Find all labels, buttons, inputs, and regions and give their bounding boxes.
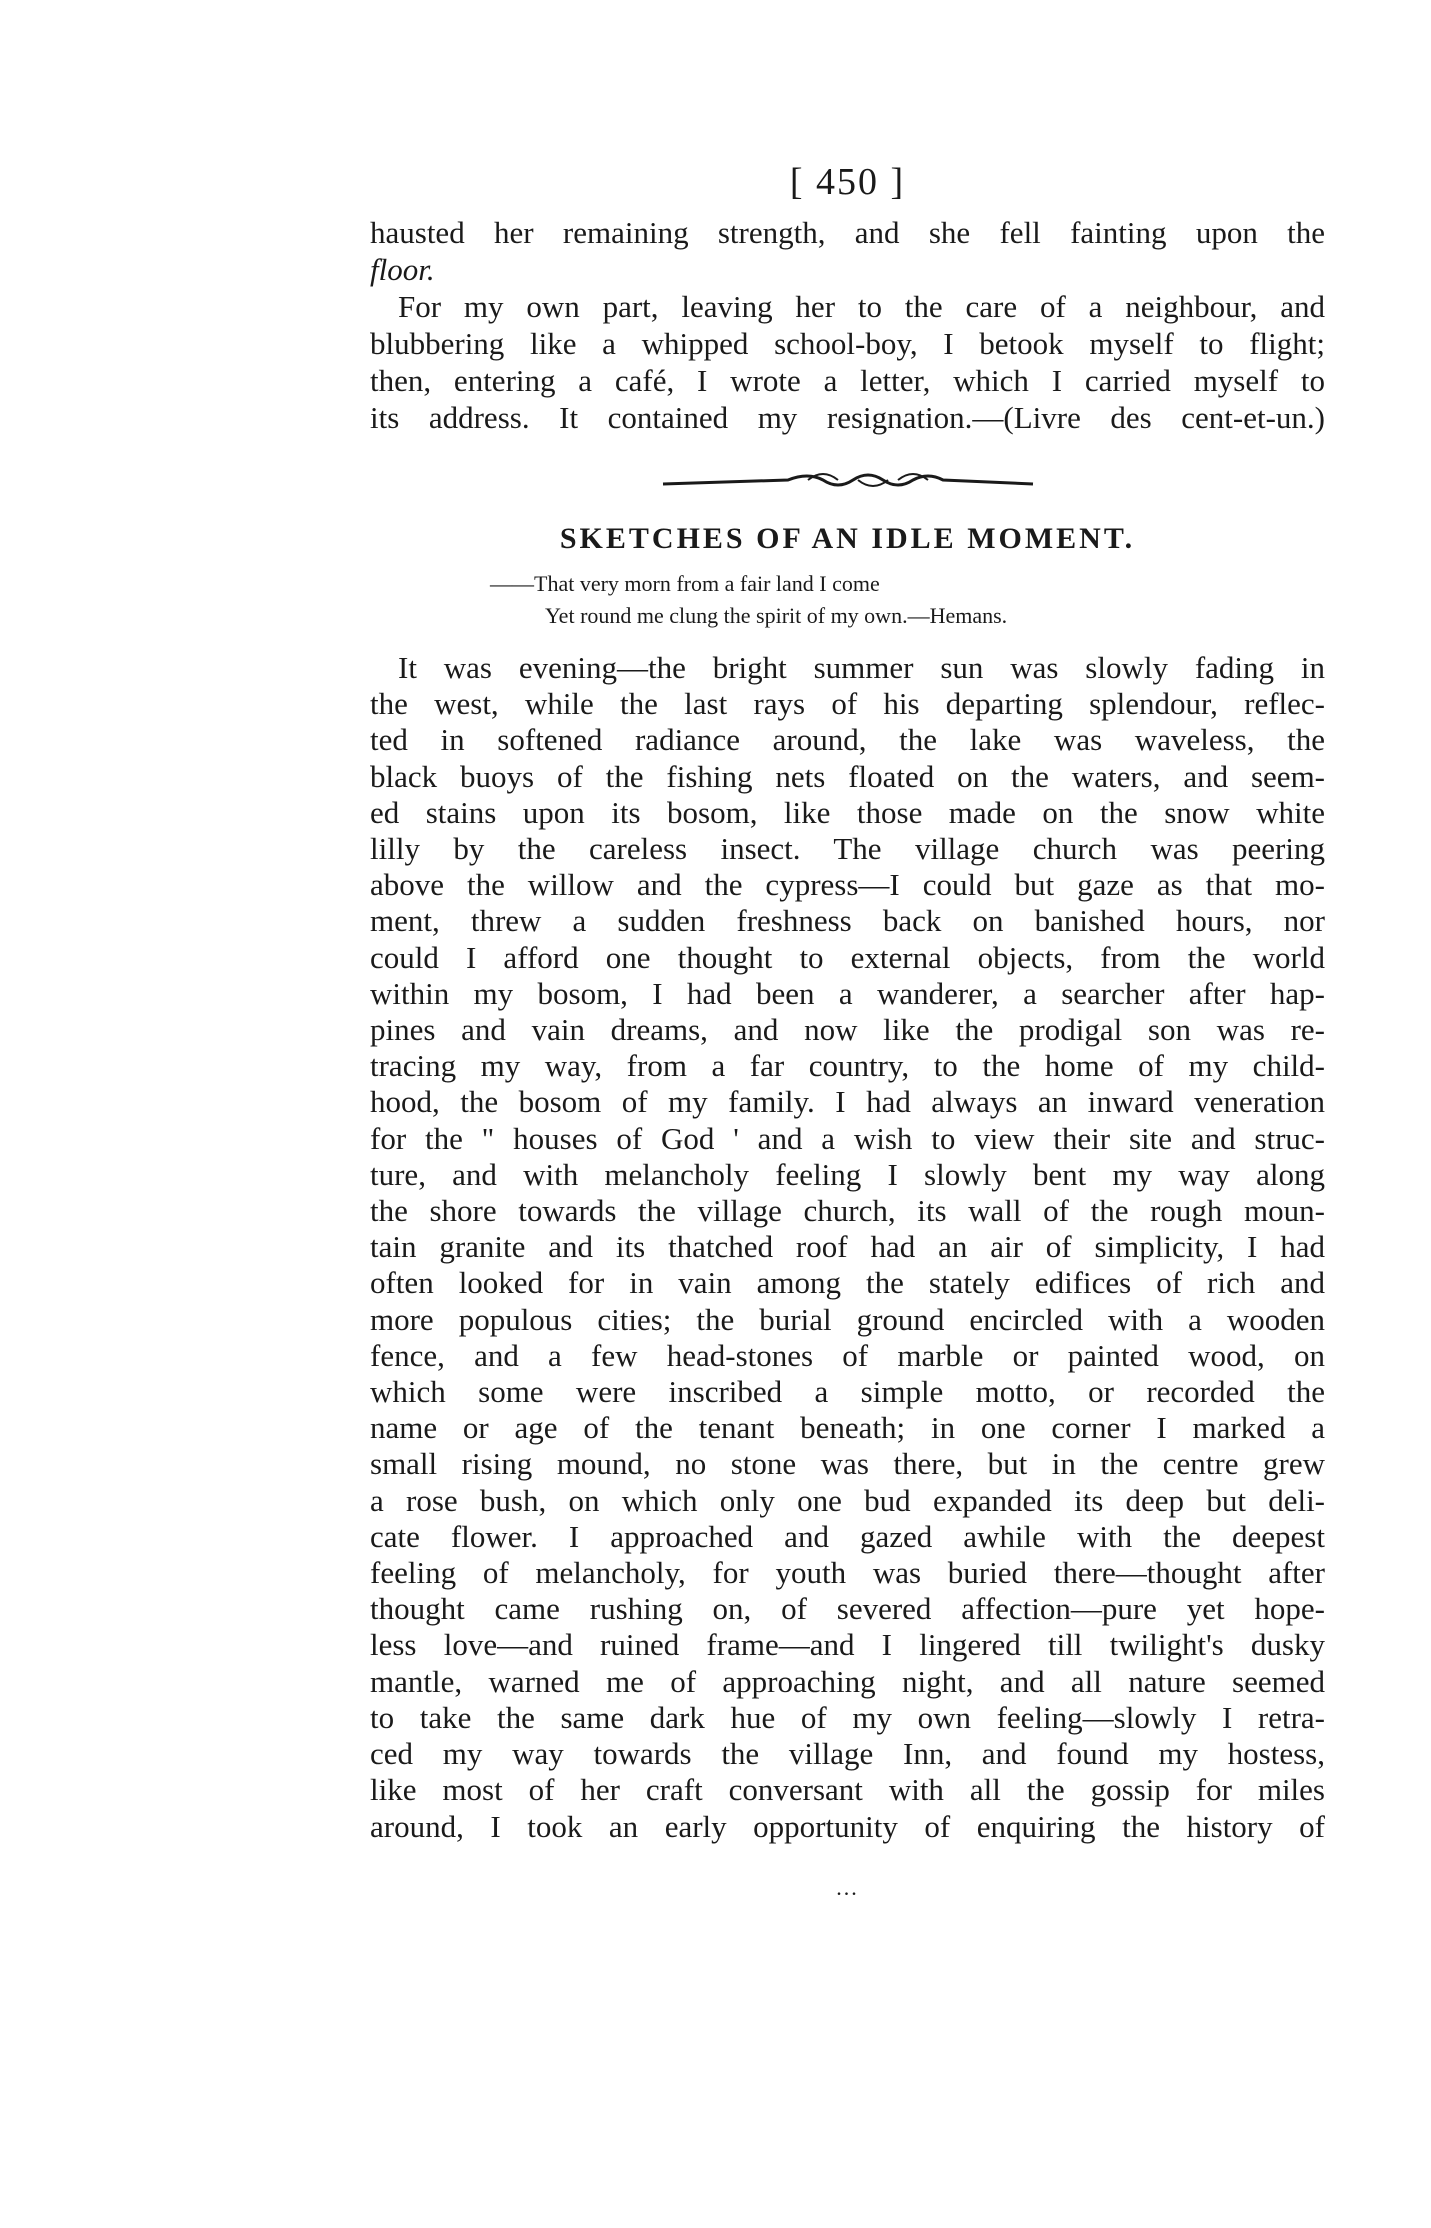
text-line: name or age of the tenant beneath; in one corner I marked a xyxy=(370,1410,1325,1446)
text-line: black buoys of the fishing nets floated on the waters, and seem- xyxy=(370,758,1325,794)
text-line: the west, while the last rays of his departing splendour, reflec- xyxy=(370,686,1325,722)
epigraph-line: ——That very morn from a fair land I come xyxy=(490,571,880,596)
text-line: ment, threw a sudden freshness back on banished hours, nor xyxy=(370,903,1325,939)
epigraph-line: Yet round me clung the spirit of my own.—Hemans. xyxy=(545,603,1008,628)
text-line: pines and vain dreams, and now like the prodigal son was re- xyxy=(370,1012,1325,1048)
intro-paragraph xyxy=(370,214,1325,436)
text-line: more populous cities; the burial ground encircled with a wooden xyxy=(370,1301,1325,1337)
text-line: then, entering a café, I wrote a letter, which I carried myself to xyxy=(370,363,1325,398)
text-line: often looked for in vain among the stately edifices of rich and xyxy=(370,1265,1325,1301)
text-line: tain granite and its thatched roof had an air of simplicity, I had xyxy=(370,1229,1325,1265)
text-line: ed stains upon its bosom, like those made on the snow white xyxy=(370,794,1325,830)
text-line: cate flower. I approached and gazed awhile with the deepest xyxy=(370,1518,1325,1554)
epigraph xyxy=(490,568,1325,632)
text-line: fence, and a few head-stones of marble or painted wood, on xyxy=(370,1337,1325,1373)
text-line: a rose bush, on which only one bud expanded its deep but deli- xyxy=(370,1482,1325,1518)
text-line: For my own part, leaving her to the care of a neighbour, and xyxy=(398,289,1325,324)
text-line: could I afford one thought to external objects, from the world xyxy=(370,939,1325,975)
text-line: floor. xyxy=(370,252,435,287)
text-line: to take the same dark hue of my own feeling—slowly I retra- xyxy=(370,1699,1325,1735)
ornamental-divider xyxy=(658,466,1038,494)
text-line: It was evening—the bright summer sun was slowly fading in xyxy=(398,650,1325,685)
text-line: for the " houses of God ' and a wish to view their site and struc- xyxy=(370,1120,1325,1156)
text-line: around, I took an early opportunity of enquiring the history of xyxy=(370,1808,1325,1844)
text-line: ted in softened radiance around, the lake was waveless, the xyxy=(370,722,1325,758)
text-line: mantle, warned me of approaching night, and all nature seemed xyxy=(370,1663,1325,1699)
text-line: ced my way towards the village Inn, and found my hostess, xyxy=(370,1736,1325,1772)
body-paragraph xyxy=(370,650,1325,1845)
footer-mark: ... xyxy=(836,1874,859,1900)
document-page xyxy=(370,160,1325,1901)
text-line: which some were inscribed a simple motto, or recorded the xyxy=(370,1374,1325,1410)
text-line: like most of her craft conversant with all the gossip for miles xyxy=(370,1772,1325,1808)
text-line: its address. It contained my resignation.—(Livre des cent-et-un.) xyxy=(370,400,1325,435)
section-title: SKETCHES OF AN IDLE MOMENT. xyxy=(559,522,1136,555)
text-line: within my bosom, I had been a wanderer, a searcher after hap- xyxy=(370,975,1325,1011)
text-line: above the willow and the cypress—I could but gaze as that mo- xyxy=(370,867,1325,903)
text-line: thought came rushing on, of severed affection—pure yet hope- xyxy=(370,1591,1325,1627)
text-line: tracing my way, from a far country, to the home of my child- xyxy=(370,1048,1325,1084)
text-line: feeling of melancholy, for youth was buried there—thought after xyxy=(370,1555,1325,1591)
text-line: less love—and ruined frame—and I lingered till twilight's dusky xyxy=(370,1627,1325,1663)
text-line: ture, and with melancholy feeling I slowly bent my way along xyxy=(370,1156,1325,1192)
text-line: blubbering like a whipped school-boy, I betook myself to flight; xyxy=(370,326,1325,361)
text-line: hausted her remaining strength, and she fell fainting upon the xyxy=(370,215,1325,250)
text-line: hood, the bosom of my family. I had always an inward veneration xyxy=(370,1084,1325,1120)
text-line: lilly by the careless insect. The village church was peering xyxy=(370,831,1325,867)
text-line: the shore towards the village church, its wall of the rough moun- xyxy=(370,1193,1325,1229)
page-number: [ 450 ] xyxy=(789,161,906,203)
text-line: small rising mound, no stone was there, but in the centre grew xyxy=(370,1446,1325,1482)
